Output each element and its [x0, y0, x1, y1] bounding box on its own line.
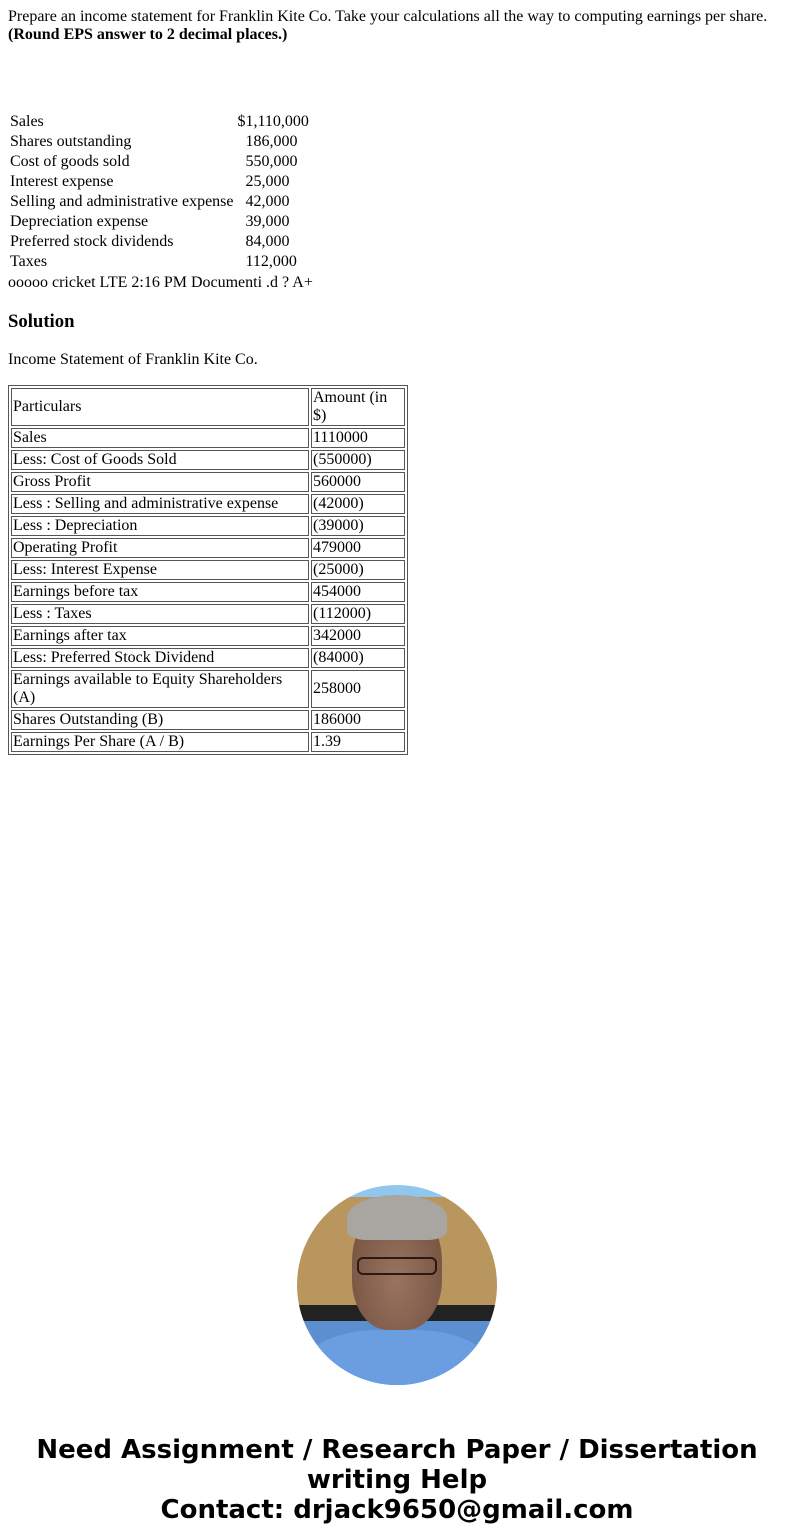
- given-label: Shares outstanding: [10, 133, 132, 150]
- given-row: [8, 252, 311, 272]
- header-amount: Amount (in $): [311, 388, 405, 426]
- row-particular: Operating Profit: [11, 538, 309, 558]
- table-row: [11, 732, 405, 752]
- given-label: Taxes: [10, 253, 48, 270]
- row-particular: Less : Depreciation: [11, 516, 309, 536]
- row-particular: Less : Selling and administrative expense: [11, 494, 309, 514]
- question-text: [8, 8, 786, 44]
- table-row: [11, 582, 405, 602]
- table-row: [11, 604, 405, 624]
- row-amount: 342000: [311, 626, 405, 646]
- given-row: [8, 172, 311, 192]
- footer-line-1: Need Assignment / Research Paper / Dissertation: [36, 1435, 758, 1465]
- question-note: (Round EPS answer to 2 decimal places.): [8, 26, 288, 43]
- solution-heading: Solution: [8, 311, 75, 332]
- row-amount: 1.39: [311, 732, 405, 752]
- row-particular: Sales: [11, 428, 309, 448]
- row-amount: (39000): [311, 516, 405, 536]
- given-row: [8, 132, 311, 152]
- question-body: Prepare an income statement for Franklin Kite Co. Take your calculations all the way to computing earnings per share.: [8, 8, 768, 25]
- row-particular: Earnings before tax: [11, 582, 309, 602]
- given-label: Selling and administrative expense: [10, 193, 234, 210]
- given-value: 42,000: [245, 193, 290, 210]
- given-data-table: [8, 112, 311, 272]
- row-particular: Less: Interest Expense: [11, 560, 309, 580]
- row-particular: Less : Taxes: [11, 604, 309, 624]
- table-row: [11, 516, 405, 536]
- row-particular: Shares Outstanding (B): [11, 710, 309, 730]
- given-row: [8, 192, 311, 212]
- footer-contact: Contact: drjack9650@gmail.com: [160, 1495, 634, 1525]
- given-label: Sales: [10, 113, 44, 130]
- table-row: [11, 472, 405, 492]
- row-amount: 454000: [311, 582, 405, 602]
- given-row: [8, 152, 311, 172]
- given-row: [8, 232, 311, 252]
- row-particular: Earnings Per Share (A / B): [11, 732, 309, 752]
- given-row: [8, 212, 311, 232]
- footer-banner: [8, 1435, 786, 1525]
- given-label: Interest expense: [10, 173, 114, 190]
- given-label: Preferred stock dividends: [10, 233, 174, 250]
- row-amount: 258000: [311, 670, 405, 708]
- table-row: [11, 450, 405, 470]
- table-row: [11, 560, 405, 580]
- given-value: 25,000: [245, 173, 290, 190]
- given-row: [8, 112, 311, 132]
- row-amount: 560000: [311, 472, 405, 492]
- income-statement-table: [8, 385, 408, 755]
- table-row: [11, 538, 405, 558]
- given-value: 39,000: [245, 213, 290, 230]
- row-amount: (25000): [311, 560, 405, 580]
- row-amount: (84000): [311, 648, 405, 668]
- table-header-row: [11, 388, 405, 426]
- table-row: [11, 648, 405, 668]
- row-amount: (550000): [311, 450, 405, 470]
- row-particular: Less: Preferred Stock Dividend: [11, 648, 309, 668]
- row-amount: (112000): [311, 604, 405, 624]
- table-row: [11, 626, 405, 646]
- row-particular: Earnings after tax: [11, 626, 309, 646]
- row-amount: 479000: [311, 538, 405, 558]
- statement-title: Income Statement of Franklin Kite Co.: [8, 351, 258, 368]
- given-value: 84,000: [245, 233, 290, 250]
- given-value: 186,000: [245, 133, 298, 150]
- row-particular: Earnings available to Equity Shareholders (A): [11, 670, 309, 708]
- header-particulars: Particulars: [11, 388, 309, 426]
- table-row: [11, 710, 405, 730]
- footer-line-2: writing Help: [306, 1465, 488, 1495]
- row-amount: (42000): [311, 494, 405, 514]
- given-value: $1,110,000: [237, 113, 309, 130]
- row-amount: 1110000: [311, 428, 405, 448]
- given-value: 550,000: [245, 153, 298, 170]
- row-amount: 186000: [311, 710, 405, 730]
- table-row: [11, 428, 405, 448]
- table-row: [11, 494, 405, 514]
- given-label: Depreciation expense: [10, 213, 149, 230]
- author-photo: [297, 1185, 497, 1385]
- row-particular: Less: Cost of Goods Sold: [11, 450, 309, 470]
- given-label: Cost of goods sold: [10, 153, 130, 170]
- status-line: ooooo cricket LTE 2:16 PM Documenti .d ? A+: [8, 274, 313, 291]
- table-row: [11, 670, 405, 708]
- row-particular: Gross Profit: [11, 472, 309, 492]
- given-value: 112,000: [245, 253, 297, 270]
